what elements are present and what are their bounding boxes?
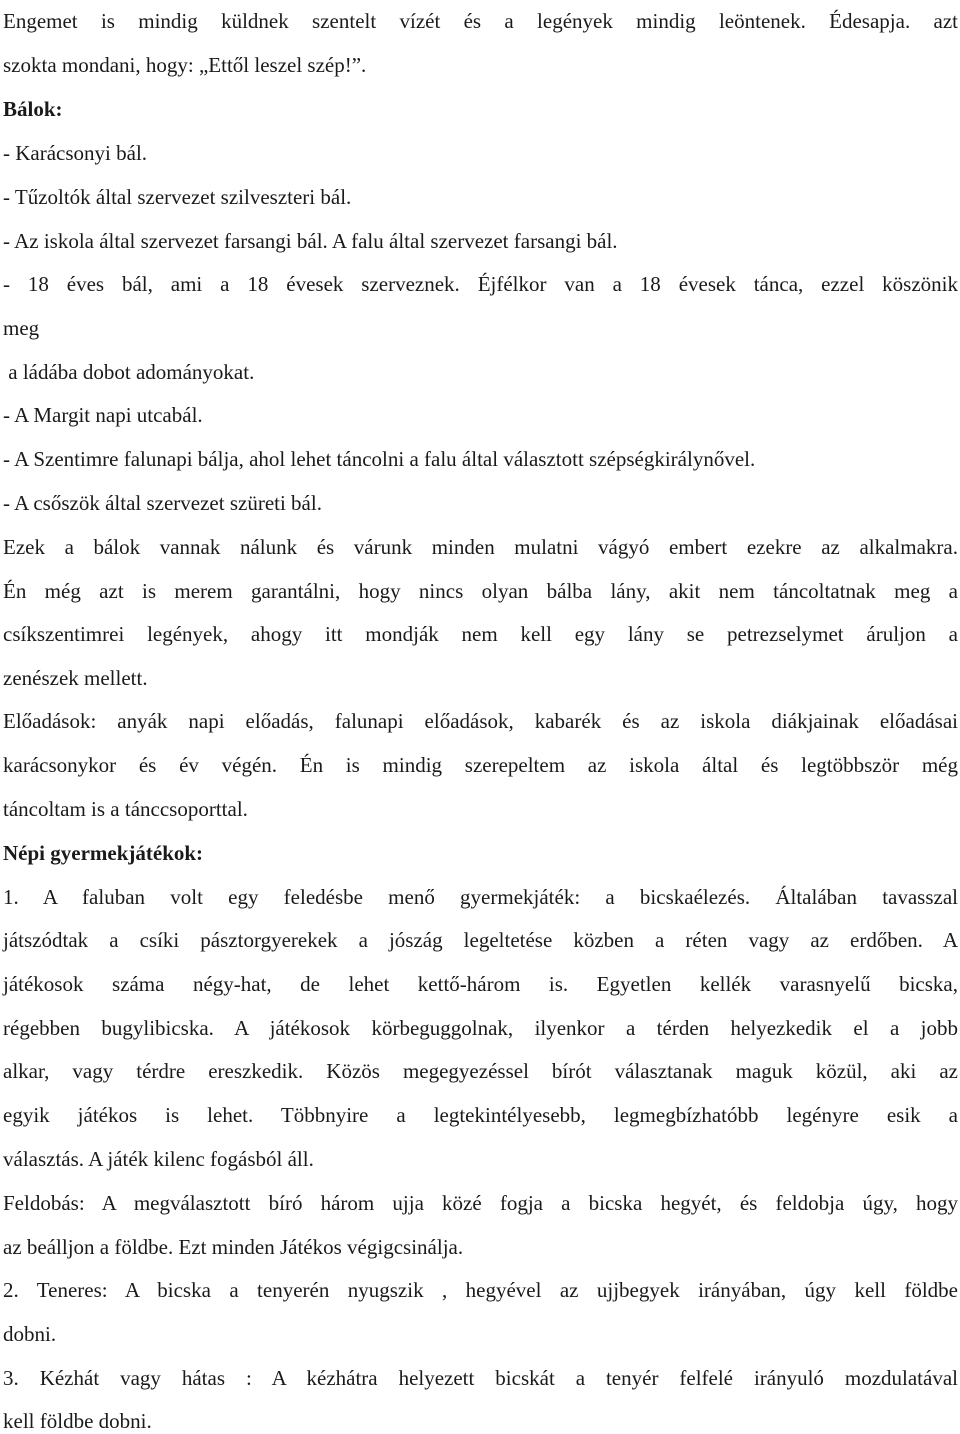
text-line: egyik játékos is lehet. Többnyire a legtekintélyesebb, legmegbízhatóbb legényre esik a — [3, 1103, 958, 1127]
text-line: az beálljon a földbe. Ezt minden Játékos végigcsinálja. — [3, 1235, 464, 1259]
section-heading-nepi-gyermekjatekok: Népi gyermekjátékok: — [3, 841, 204, 865]
text-line: csíkszentimrei legények, ahogy itt mondják nem kell egy lány se petrezselymet áruljon a — [3, 622, 958, 646]
text-line: táncoltam is a tánccsoporttal. — [3, 797, 248, 821]
list-item: - 18 éves bál, ami a 18 évesek szerveznek. Éjfélkor van a 18 évesek tánca, ezzel köszönik — [3, 272, 958, 296]
text-line: 2. Teneres: A bicska a tenyerén nyugszik , hegyével az ujjbegyek irányában, úgy kell földbe — [3, 1278, 958, 1302]
text-line: alkar, vagy térdre ereszkedik. Közös megegyezéssel bírót választanak maguk közül, aki az — [3, 1059, 958, 1083]
text-line: választás. A játék kilenc fogásból áll. — [3, 1147, 314, 1171]
list-item: - A Margit napi utcabál. — [3, 403, 203, 427]
text-line: a ládába dobot adományokat. — [3, 360, 255, 384]
text-line: Ezek a bálok vannak nálunk és várunk minden mulatni vágyó embert ezekre az alkalmakra. — [3, 535, 958, 559]
text-line: játékosok száma négy-hat, de lehet kettő-három is. Egyetlen kellék varasnyelű bicska, — [3, 972, 958, 996]
text-line: régebben bugylibicska. A játékosok körbeguggolnak, ilyenkor a térden helyezkedik el a jobb — [3, 1016, 958, 1040]
text-line: Előadások: anyák napi előadás, falunapi előadások, kabarék és az iskola diákjainak előadásai — [3, 709, 958, 733]
list-item: - A Szentimre falunapi bálja, ahol lehet táncolni a falu által választott szépségkirálynővel. — [3, 447, 756, 471]
text-line: dobni. — [3, 1322, 57, 1346]
text-line: meg — [3, 316, 40, 340]
text-line: kell földbe dobni. — [3, 1409, 152, 1433]
text-line: Feldobás: A megválasztott bíró három ujja közé fogja a bicska hegyét, és feldobja úgy, hogy — [3, 1191, 958, 1215]
text-line: játszódtak a csíki pásztorgyerekek a jószág legeltetése közben a réten vagy az erdőben. A — [3, 928, 958, 952]
text-line: szokta mondani, hogy: „Ettől leszel szép!”. — [3, 53, 367, 77]
section-heading-balok: Bálok: — [3, 97, 63, 121]
list-item: - Tűzoltók által szervezet szilveszteri bál. — [3, 185, 352, 209]
text-line: 3. Kézhát vagy hátas : A kézhátra helyezett bicskát a tenyér felfelé irányuló mozdulatával — [3, 1366, 958, 1390]
text-line: Én még azt is merem garantálni, hogy nincs olyan bálba lány, akit nem táncoltatnak meg a — [3, 579, 958, 603]
list-item: - Az iskola által szervezet farsangi bál. A falu által szervezet farsangi bál. — [3, 229, 618, 253]
text-line: zenészek mellett. — [3, 666, 148, 690]
list-item: - Karácsonyi bál. — [3, 141, 148, 165]
text-line: karácsonykor és év végén. Én is mindig szerepeltem az iskola által és legtöbbször még — [3, 753, 958, 777]
text-line: 1. A faluban volt egy feledésbe menő gyermekjáték: a bicskaélezés. Általában tavasszal — [3, 885, 958, 909]
text-line: Engemet is mindig küldnek szentelt vízét és a legények mindig leöntenek. Édesapja. azt — [3, 9, 958, 33]
list-item: - A csőszök által szervezet szüreti bál. — [3, 491, 322, 515]
